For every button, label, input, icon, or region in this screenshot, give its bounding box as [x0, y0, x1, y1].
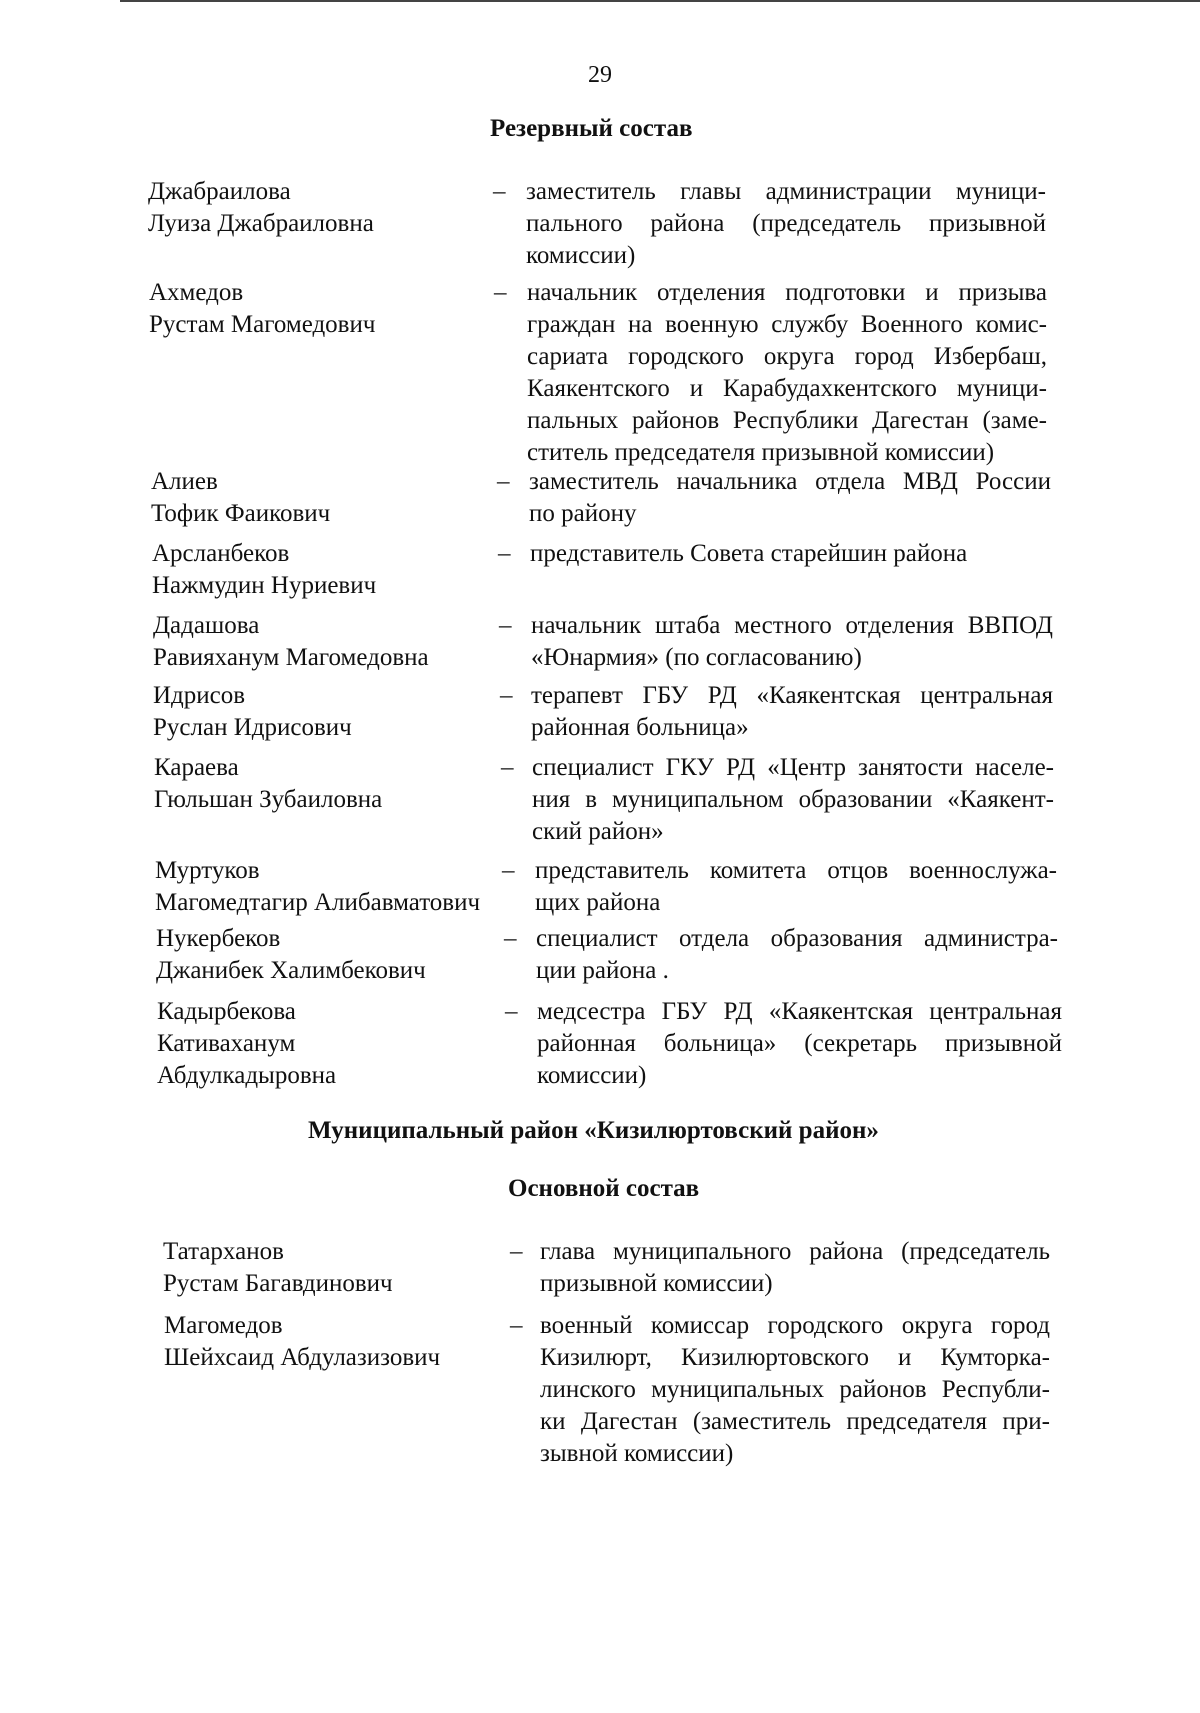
position-line: специалист отдела образования администра-: [536, 925, 1058, 952]
position-line: Каякентского и Карабудахкентского муници-: [527, 375, 1047, 402]
position-line: представитель комитета отцов военнослужа-: [535, 857, 1057, 884]
position-line: ния в муниципальном образовании «Каякент-: [532, 786, 1054, 813]
entry-dash: –: [498, 540, 511, 567]
member-given-name: Равияханум Магомедовна: [153, 644, 429, 671]
entry-dash: –: [497, 468, 510, 495]
main-composition-heading: Основной состав: [508, 1175, 700, 1202]
member-given-name: Руслан Идрисович: [153, 714, 352, 741]
position-line: пальных районов Республики Дагестан (заме-: [527, 407, 1047, 434]
position-line: ститель председателя призывной комиссии): [527, 439, 995, 466]
entry-dash: –: [501, 754, 514, 781]
member-surname: Нукербеков: [156, 925, 281, 952]
member-given-name: Луиза Джабраиловна: [148, 210, 374, 237]
member-surname: Магомедов: [164, 1312, 283, 1339]
entry-dash: –: [505, 998, 518, 1025]
position-line: по району: [529, 500, 637, 527]
entry-dash: –: [510, 1238, 523, 1265]
position-line: ки Дагестан (заместитель председателя при-: [540, 1408, 1050, 1435]
position-line: представитель Совета старейшин района: [530, 540, 968, 567]
position-line: ский район»: [532, 818, 664, 845]
member-surname: Муртуков: [155, 857, 260, 884]
reserve-heading: Резервный состав: [490, 115, 693, 142]
position-line: комиссии): [537, 1062, 647, 1089]
position-line: линского муниципальных районов Республи-: [540, 1376, 1050, 1403]
position-line: военный комиссар городского округа город: [540, 1312, 1050, 1339]
district-heading: Муниципальный район «Кизилюртовский район»: [308, 1117, 879, 1144]
position-line: ции района .: [536, 957, 669, 984]
member-given-name: Рустам Магомедович: [149, 311, 376, 338]
position-line: пального района (председатель призывной: [526, 210, 1046, 237]
position-line: районная больница»: [531, 714, 749, 741]
member-given-name: Кативаханум: [157, 1030, 296, 1057]
position-line: щих района: [535, 889, 661, 916]
member-surname: Джабраилова: [148, 178, 291, 205]
member-given-name: Тофик Фаикович: [151, 500, 331, 527]
position-line: начальник отделения подготовки и призыва: [527, 279, 1047, 306]
page-number: 29: [588, 62, 612, 88]
entry-dash: –: [494, 279, 507, 306]
entry-dash: –: [502, 857, 515, 884]
entry-dash: –: [499, 612, 512, 639]
member-surname: Ахмедов: [149, 279, 244, 306]
position-line: «Юнармия» (по согласованию): [531, 644, 862, 671]
position-line: терапевт ГБУ РД «Каякентская центральная: [531, 682, 1053, 709]
member-given-name: Шейхсаид Абдулазизович: [164, 1344, 441, 1371]
scan-top-edge: [120, 0, 1200, 2]
position-line: граждан на военную службу Военного комис-: [527, 311, 1047, 338]
position-line: Кизилюрт, Кизилюртовского и Кумторка-: [540, 1344, 1050, 1371]
member-surname: Идрисов: [153, 682, 246, 709]
position-line: призывной комиссии): [540, 1270, 773, 1297]
member-given-name: Магомедтагир Алибавматович: [155, 889, 481, 916]
member-given-name: Рустам Багавдинович: [163, 1270, 393, 1297]
position-line: специалист ГКУ РД «Центр занятости населе-: [532, 754, 1054, 781]
member-given-name: Нажмудин Нуриевич: [152, 572, 377, 599]
entry-dash: –: [493, 178, 506, 205]
position-line: начальник штаба местного отделения ВВПОД: [531, 612, 1053, 639]
member-given-name: Джанибек Халимбекович: [156, 957, 426, 984]
member-given-name: Гюльшан Зубаиловна: [154, 786, 383, 813]
member-surname: Татарханов: [163, 1238, 284, 1265]
entry-dash: –: [500, 682, 513, 709]
position-line: комиссии): [526, 242, 636, 269]
position-line: сариата городского округа город Избербаш,: [527, 343, 1047, 370]
member-surname: Кадырбекова: [157, 998, 296, 1025]
position-line: заместитель главы администрации муници-: [526, 178, 1046, 205]
member-surname: Караева: [154, 754, 239, 781]
position-line: зывной комиссии): [540, 1440, 734, 1467]
entry-dash: –: [510, 1312, 523, 1339]
member-surname: Арсланбеков: [152, 540, 290, 567]
position-line: районная больница» (секретарь призывной: [537, 1030, 1062, 1057]
member-surname: Дадашова: [153, 612, 260, 639]
member-surname: Алиев: [151, 468, 218, 495]
position-line: заместитель начальника отдела МВД России: [529, 468, 1051, 495]
entry-dash: –: [504, 925, 517, 952]
position-line: медсестра ГБУ РД «Каякентская центральная: [537, 998, 1062, 1025]
member-patronymic: Абдулкадыровна: [157, 1062, 337, 1089]
position-line: глава муниципального района (председатель: [540, 1238, 1050, 1265]
